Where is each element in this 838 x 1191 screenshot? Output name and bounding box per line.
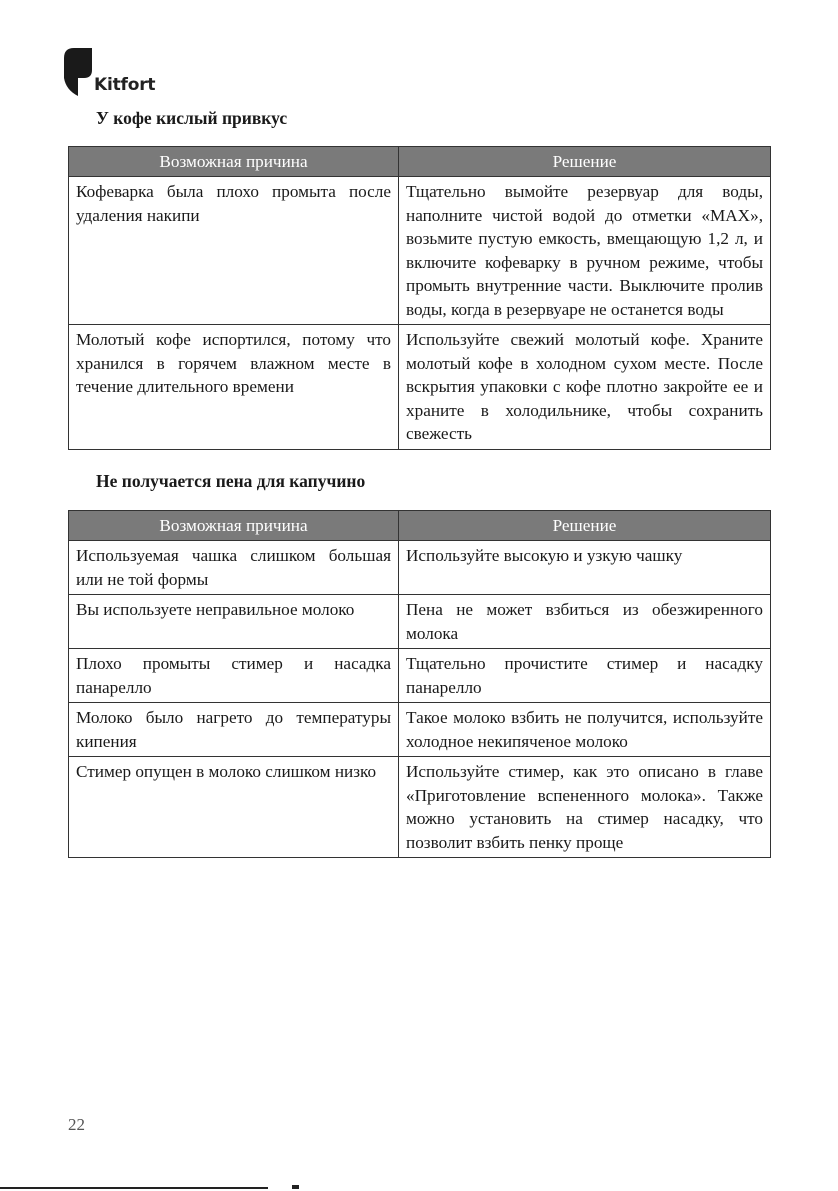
table-row	[69, 757, 771, 858]
solution-cell: Тщательно вымойте резервуар для воды, наполните чистой водой до отметки «MAX», возьмите пустую емкость, вмещающую 1,2 л, и включите кофеварку в ручном режиме, чтобы промыть внутренние части. Выключите пролив воды, когда в резервуаре не останется воды	[399, 177, 771, 325]
brand-name: Kitfort	[94, 75, 156, 95]
table-row	[69, 595, 771, 649]
table-row	[69, 703, 771, 757]
troubleshooting-table-sour-taste	[68, 146, 771, 450]
solution-cell: Используйте высокую и узкую чашку	[399, 541, 771, 595]
cause-cell: Вы используете неправильное молоко	[69, 595, 399, 649]
section-title-cappuccino-foam: Не получается пена для капучино	[96, 471, 366, 491]
page-number: 22	[68, 1115, 85, 1134]
header-solution: Решение	[399, 511, 771, 541]
header-solution: Решение	[399, 147, 771, 177]
footer-mark	[292, 1185, 299, 1189]
cause-cell: Плохо промыты стимер и насадка панарелло	[69, 649, 399, 703]
brand-logo	[64, 48, 174, 98]
table-row	[69, 649, 771, 703]
cause-cell: Кофеварка была плохо промыта после удаления накипи	[69, 177, 399, 325]
solution-cell: Тщательно прочистите стимер и насадку панарелло	[399, 649, 771, 703]
solution-cell: Используйте стимер, как это описано в главе «Приготовление вспененного молока». Также можно установить на стимер насадку, что позволит взбить пенку проще	[399, 757, 771, 858]
table-row	[69, 325, 771, 450]
solution-cell: Пена не может взбиться из обезжиренного молока	[399, 595, 771, 649]
header-cause: Возможная причина	[69, 147, 399, 177]
solution-cell: Используйте свежий молотый кофе. Храните молотый кофе в холодном сухом месте. После вскрытия упаковки с кофе плотно закройте ее и храните в холодильнике, чтобы сохранить свежесть	[399, 325, 771, 450]
table-row	[69, 541, 771, 595]
table-header-row	[69, 147, 771, 177]
troubleshooting-table-cappuccino-foam	[68, 510, 771, 858]
table-header-row	[69, 511, 771, 541]
section-title-sour-taste: У кофе кислый привкус	[96, 108, 288, 128]
cause-cell: Молоко было нагрето до температуры кипения	[69, 703, 399, 757]
kitfort-logo-icon	[64, 48, 92, 96]
header-cause: Возможная причина	[69, 511, 399, 541]
footer-rule	[0, 1187, 268, 1189]
solution-cell: Такое молоко взбить не получится, используйте холодное некипяченое молоко	[399, 703, 771, 757]
cause-cell: Молотый кофе испортился, потому что хранился в горячем влажном месте в течение длительного времени	[69, 325, 399, 450]
cause-cell: Стимер опущен в молоко слишком низко	[69, 757, 399, 858]
table-row	[69, 177, 771, 325]
cause-cell: Используемая чашка слишком большая или не той формы	[69, 541, 399, 595]
